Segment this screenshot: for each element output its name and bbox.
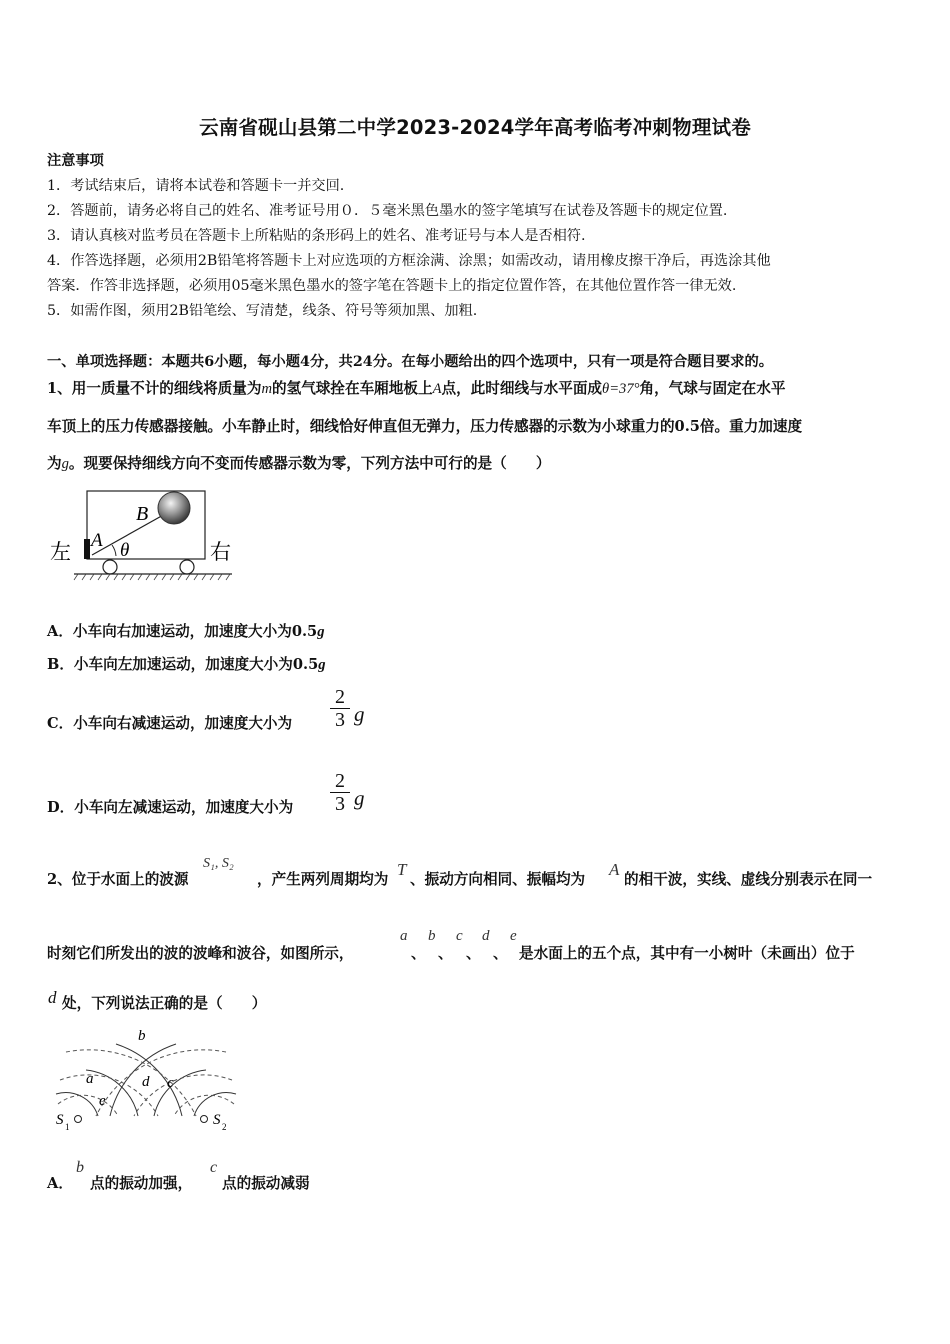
notice-item: 3．请认真核对监考员在答题卡上所粘贴的条形码上的姓名、准考证号与本人是否相符.: [47, 228, 586, 244]
fig-label-e: e: [99, 1093, 106, 1109]
source-S1-dot: [75, 1116, 82, 1123]
source-S2-dot: [201, 1116, 208, 1123]
ground-hatching: [74, 574, 230, 580]
fig-label-S2-sub: 2: [222, 1122, 227, 1132]
q2-sep-4: 、: [493, 945, 508, 962]
q2-line1-d: 的相干波，实线、虚线分别表示在同一: [624, 871, 873, 888]
s2-trough-1: [96, 1050, 226, 1116]
fig-label-S1-sub: 1: [65, 1122, 70, 1132]
q1-option-b[interactable]: B．小车向左加速运动，加速度大小为0.5g: [47, 656, 326, 673]
q2-line2-b: 是水面上的五个点，其中有一小树叶（未画出）位于: [519, 945, 855, 962]
label-right: 右: [210, 540, 231, 564]
q1-option-c-fraction: $\frac{2}{3}$: [330, 686, 350, 731]
notice-item: 2．答题前，请务必将自己的姓名、准考证号用０．５毫米黑色墨水的签字笔填写在试卷及答题卡的规定位置.: [47, 203, 728, 219]
label-left: 左: [50, 540, 71, 564]
q2-point-b: b: [428, 928, 436, 944]
q2-T: T: [397, 860, 407, 879]
fig-label-a: a: [86, 1071, 94, 1087]
fig-label-c: c: [167, 1075, 174, 1091]
q2-line3-b: 处，下列说法正确的是（ ）: [62, 995, 267, 1012]
notice-item: 5．如需作图，须用2B铅笔绘、写清楚，线条、符号等须加黑、加粗.: [47, 303, 478, 319]
q1-cart-figure: [44, 484, 244, 584]
q2-option-a-c: c: [210, 1159, 218, 1176]
q2-option-a-b: b: [76, 1159, 84, 1176]
wheel-right: [180, 560, 194, 574]
section-heading: 一、单项选择题：本题共6小题，每小题4分，共24分。在每小题给出的四个选项中，只有一项是符合题目要求的。: [47, 354, 774, 370]
q2-sep-1: 、: [411, 945, 426, 962]
q2-point-d: d: [482, 928, 490, 944]
q1-option-c[interactable]: C．小车向右减速运动，加速度大小为: [47, 715, 293, 732]
notice-item: 1．考试结束后，请将本试卷和答题卡一并交回.: [47, 178, 345, 194]
q1-option-d[interactable]: D．小车向左减速运动，加速度大小为: [47, 799, 294, 816]
q1-option-d-fraction: $\frac{2}{3}$: [330, 770, 350, 815]
q2-line1-a: 2、位于水面上的波源: [47, 871, 189, 888]
q1-option-c-var: g: [354, 702, 365, 726]
s2-trough-3: [174, 1095, 234, 1116]
q1-option-a[interactable]: A．小车向右加速运动，加速度大小为0.5g: [47, 623, 325, 640]
q2-amplitude: A: [609, 860, 620, 879]
fig-label-b: b: [138, 1028, 146, 1044]
anchor-block-A: [84, 539, 90, 559]
q2-point-e: e: [510, 928, 517, 944]
q1-line2: 车顶上的压力传感器接触。小车静止时，细线恰好伸直但无弹力，压力传感器的示数为小球重力的0.5倍。重力加速度: [47, 418, 803, 435]
theta-arc: [112, 545, 116, 556]
q1-line3: 为g。现要保持细线方向不变而传感器示数为零，下列方法中可行的是（ ）: [47, 455, 551, 472]
label-B: B: [136, 503, 149, 525]
q2-line1-c: 、振动方向相同、振幅均为: [410, 871, 586, 888]
q2-line1-b: ，产生两列周期均为: [257, 871, 389, 888]
q2-wave-figure: [46, 1024, 246, 1136]
q1-option-d-var: g: [354, 786, 365, 810]
notice-heading: 注意事项: [47, 153, 104, 169]
q2-option-a-prefix[interactable]: A．: [47, 1175, 73, 1192]
wheel-left: [103, 560, 117, 574]
fig-label-S2: S: [213, 1112, 221, 1128]
fig-label-S1: S: [56, 1112, 64, 1128]
q2-option-a-mid: 点的振动加强，: [90, 1175, 193, 1192]
notice-item: 答案．作答非选择题，必须用05毫米黑色墨水的签字笔在答题卡上的指定位置作答，在其他位置作答一律无效.: [47, 278, 737, 294]
page-title: 云南省砚山县第二中学2023-2024学年高考临考冲刺物理试卷: [199, 116, 751, 139]
q2-sep-2: 、: [438, 945, 453, 962]
notice-item: 4．作答选择题，必须用2B铅笔将答题卡上对应选项的方框涂满、涂黑；如需改动，请用橡皮擦干净后，再选涂其他: [47, 253, 771, 269]
q2-sources: S₁, S₂: [203, 856, 234, 871]
q2-d: d: [48, 988, 57, 1007]
s1-trough-3: [58, 1095, 118, 1116]
q2-sep-3: 、: [466, 945, 481, 962]
q2-option-a-end: 点的振动减弱: [222, 1175, 310, 1192]
label-theta: θ: [120, 540, 130, 561]
q1-line1: 1、用一质量不计的细线将质量为m的氢气球拴在车厢地板上A点，此时细线与水平面成θ=37°角，气球与固定在水平: [47, 380, 786, 397]
fig-label-d: d: [142, 1074, 150, 1090]
q2-line2-a: 时刻它们所发出的波的波峰和波谷，如图所示，: [47, 945, 354, 962]
q2-point-a: a: [400, 928, 408, 944]
label-A: A: [91, 530, 103, 551]
q2-point-c: c: [456, 928, 463, 944]
balloon: [158, 492, 190, 524]
